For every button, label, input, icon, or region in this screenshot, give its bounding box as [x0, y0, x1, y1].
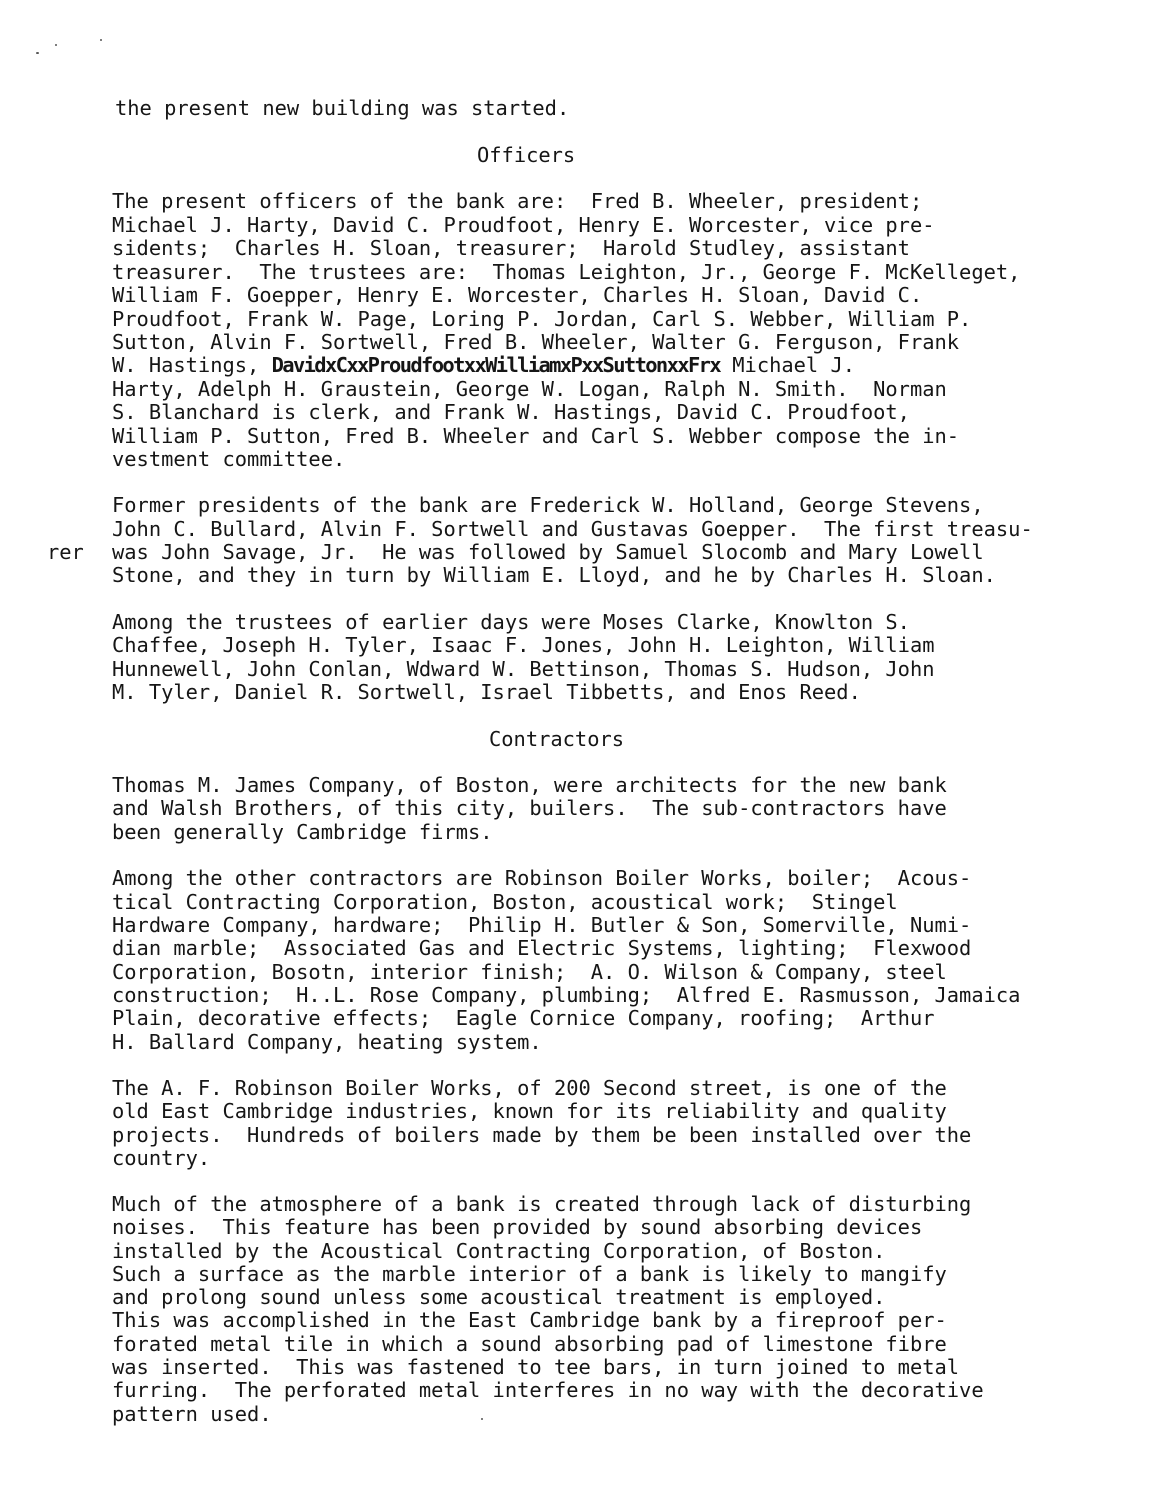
- text-line: Thomas M. James Company, of Boston, were architects for the new bank: [112, 773, 947, 797]
- text-line: old East Cambridge industries, known for its reliability and quality: [112, 1099, 947, 1123]
- text-line: country.: [112, 1146, 211, 1170]
- text-line: and Walsh Brothers, of this city, builers. The sub-contractors have: [112, 796, 947, 820]
- text-line: Among the trustees of earlier days were Moses Clarke, Knowlton S.: [112, 610, 910, 634]
- officers-heading: Officers: [477, 143, 576, 167]
- text-line: projects. Hundreds of boilers made by them be been installed over the: [112, 1123, 972, 1147]
- text-line: Sutton, Alvin F. Sortwell, Fred B. Wheeler, Walter G. Ferguson, Frank: [112, 330, 960, 354]
- text-line: M. Tyler, Daniel R. Sortwell, Israel Tibbetts, and Enos Reed.: [112, 680, 861, 704]
- text-line: pattern used.: [112, 1402, 272, 1426]
- text-line: The A. F. Robinson Boiler Works, of 200 Second street, is one of the: [112, 1076, 947, 1100]
- text-line: Corporation, Bosotn, interior finish; A. O. Wilson & Company, steel: [112, 960, 947, 984]
- text-line: sidents; Charles H. Sloan, treasurer; Harold Studley, assistant: [112, 236, 910, 260]
- text-line-with-strikeout: [112, 354, 855, 377]
- paper-speck: [55, 44, 57, 46]
- text-line: Proudfoot, Frank W. Page, Loring P. Jordan, Carl S. Webber, William P.: [112, 307, 972, 331]
- text-line: furring. The perforated metal interferes in no way with the decorative: [112, 1378, 984, 1402]
- text-line: construction; H..L. Rose Company, plumbing; Alfred E. Rasmusson, Jamaica: [112, 983, 1021, 1007]
- text-line: noises. This feature has been provided by sound absorbing devices: [112, 1215, 923, 1239]
- text-line: dian marble; Associated Gas and Electric Systems, lighting; Flexwood: [112, 936, 972, 960]
- text-line: Much of the atmosphere of a bank is created through lack of disturbing: [112, 1192, 972, 1216]
- text-line: Chaffee, Joseph H. Tyler, Isaac F. Jones, John H. Leighton, William: [112, 633, 935, 657]
- text-line: William F. Goepper, Henry E. Worcester, Charles H. Sloan, David C.: [112, 283, 923, 307]
- text-segment: Michael J.: [720, 353, 856, 377]
- text-line: S. Blanchard is clerk, and Frank W. Hastings, David C. Proudfoot,: [112, 400, 910, 424]
- text-line: Plain, decorative effects; Eagle Cornice Company, roofing; Arthur: [112, 1006, 935, 1030]
- text-line: installed by the Acoustical Contracting Corporation, of Boston.: [112, 1239, 886, 1263]
- typed-strikeout: DavidxCxxProudfootxxWilliamxPxxSuttonxxFrx: [271, 353, 720, 377]
- contractors-heading: Contractors: [489, 727, 625, 751]
- paper-speck: [36, 52, 39, 54]
- text-line: H. Ballard Company, heating system.: [112, 1030, 542, 1054]
- text-line: vestment committee.: [112, 447, 346, 471]
- text-line: tical Contracting Corporation, Boston, acoustical work; Stingel: [112, 890, 898, 914]
- text-line: John C. Bullard, Alvin F. Sortwell and Gustavas Goepper. The first treasu-: [112, 517, 1033, 541]
- text-line: forated metal tile in which a sound absorbing pad of limestone fibre: [112, 1332, 947, 1356]
- margin-note: rer: [47, 540, 84, 564]
- paper-speck: [100, 39, 102, 41]
- text-line: was inserted. This was fastened to tee bars, in turn joined to metal: [112, 1355, 960, 1379]
- text-line: Among the other contractors are Robinson Boiler Works, boiler; Acous-: [112, 866, 972, 890]
- text-segment: W. Hastings,: [112, 353, 272, 377]
- text-line: was John Savage, Jr. He was followed by Samuel Slocomb and Mary Lowell: [112, 540, 984, 564]
- text-line: Hunnewell, John Conlan, Wdward W. Bettinson, Thomas S. Hudson, John: [112, 657, 935, 681]
- paper-speck: [481, 1418, 483, 1420]
- text-line: and prolong sound unless some acoustical treatment is employed.: [112, 1285, 886, 1309]
- text-line: Hardware Company, hardware; Philip H. Butler & Son, Somerville, Numi-: [112, 913, 972, 937]
- text-line: This was accomplished in the East Cambridge bank by a fireproof per-: [112, 1308, 947, 1332]
- text-line: The present officers of the bank are: Fred B. Wheeler, president;: [112, 189, 923, 213]
- text-line: William P. Sutton, Fred B. Wheeler and Carl S. Webber compose the in-: [112, 424, 960, 448]
- text-line: Such a surface as the marble interior of a bank is likely to mangify: [112, 1262, 947, 1286]
- text-line: been generally Cambridge firms.: [112, 820, 493, 844]
- text-line: Stone, and they in turn by William E. Lloyd, and he by Charles H. Sloan.: [112, 563, 996, 587]
- text-line: Michael J. Harty, David C. Proudfoot, Henry E. Worcester, vice pre-: [112, 213, 935, 237]
- text-line: treasurer. The trustees are: Thomas Leighton, Jr., George F. McKelleget,: [112, 260, 1021, 284]
- text-line: Harty, Adelph H. Graustein, George W. Logan, Ralph N. Smith. Norman: [112, 377, 947, 401]
- intro-line: the present new building was started.: [115, 96, 570, 120]
- text-line: Former presidents of the bank are Frederick W. Holland, George Stevens,: [112, 493, 984, 517]
